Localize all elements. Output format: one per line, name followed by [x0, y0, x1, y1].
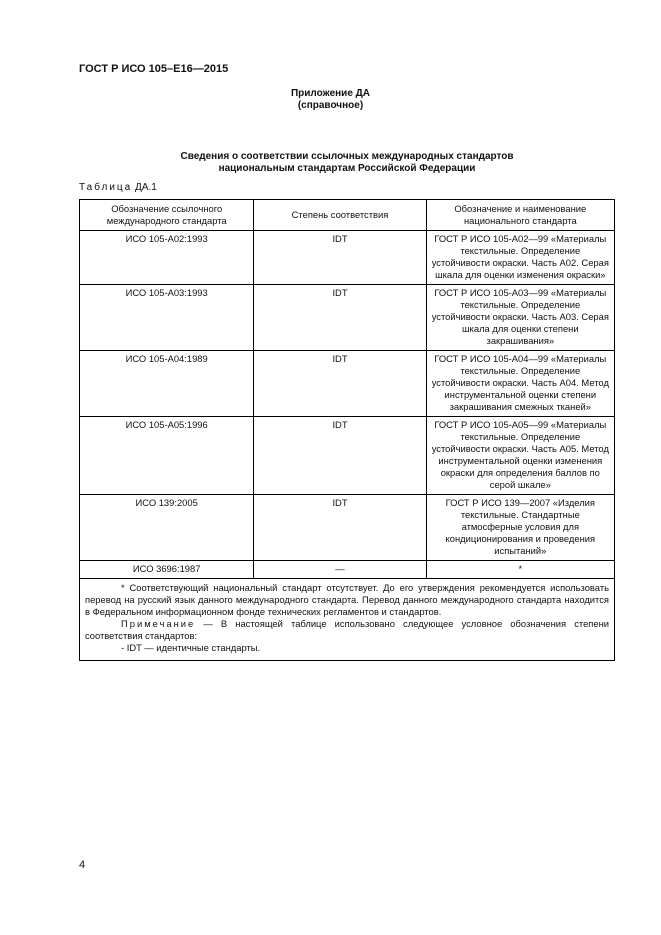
note-label: Примечание	[121, 618, 196, 629]
table-footer-row	[80, 579, 615, 661]
cell-degree: IDT	[254, 285, 426, 351]
cell-national: ГОСТ Р ИСО 105-А03—99 «Материалы текстильные. Определение устойчивости окраски. Часть А03. Серая шкала для оценки степени закрашивания»	[426, 285, 614, 351]
column-header-national: Обозначение и наименование национального стандарта	[426, 200, 614, 231]
cell-national: *	[426, 561, 614, 579]
table-row	[80, 417, 615, 495]
footnote-text: * Соответствующий национальный стандарт отсутствует. До его утверждения рекомендуется использовать перевод на русский язык данного международного стандарта. Перевод данного международного стандарта находится в Федеральном информационном фонде технических регламентов и стандартов.	[85, 582, 609, 617]
column-header-intl: Обозначение ссылочного международного стандарта	[80, 200, 254, 231]
correspondence-table	[79, 199, 615, 661]
table-header-row	[80, 200, 615, 231]
note-item: - IDT — идентичные стандарты.	[121, 642, 261, 653]
cell-degree: IDT	[254, 417, 426, 495]
cell-degree: IDT	[254, 351, 426, 417]
cell-degree: —	[254, 561, 426, 579]
table-row	[80, 495, 615, 561]
table-label-prefix: Таблица	[79, 182, 133, 193]
note-text: — В настоящей таблице использовано следующее условное обозначения степени соответствия стандартов:	[85, 618, 609, 641]
column-header-degree: Степень соответствия	[254, 200, 426, 231]
cell-intl: ИСО 3696:1987	[80, 561, 254, 579]
cell-intl: ИСО 105-А05:1996	[80, 417, 254, 495]
cell-national: ГОСТ Р ИСО 139—2007 «Изделия текстильные. Стандартные атмосферные условия для кондиционирования и проведения испытаний»	[426, 495, 614, 561]
cell-national: ГОСТ Р ИСО 105-А04—99 «Материалы текстильные. Определение устойчивости окраски. Часть А04. Метод инструментальной оценки степени закрашивания смежных тканей»	[426, 351, 614, 417]
note-paragraph	[85, 618, 609, 642]
document-id-header: ГОСТ Р ИСО 105–Е16—2015	[79, 63, 229, 75]
cell-intl: ИСО 139:2005	[80, 495, 254, 561]
cell-national: ГОСТ Р ИСО 105-А02—99 «Материалы текстильные. Определение устойчивости окраски. Часть А02. Серая шкала для оценки изменения окраски»	[426, 231, 614, 285]
table-row	[80, 285, 615, 351]
appendix-title: Приложение ДА	[290, 88, 371, 99]
table-row	[80, 351, 615, 417]
table-row	[80, 561, 615, 579]
table-label	[79, 182, 157, 193]
section-title-line1: Сведения о соответствии ссылочных международных стандартов	[180, 151, 514, 162]
cell-degree: IDT	[254, 231, 426, 285]
section-title-line2: национальным стандартам Российской Федерации	[218, 163, 476, 174]
section-title	[79, 151, 615, 175]
page-number: 4	[79, 859, 86, 871]
table-label-number: ДА.1	[135, 182, 157, 193]
cell-degree: IDT	[254, 495, 426, 561]
cell-intl: ИСО 105-А04:1989	[80, 351, 254, 417]
appendix-subtitle: (справочное)	[297, 100, 364, 111]
cell-national: ГОСТ Р ИСО 105-А05—99 «Материалы текстильные. Определение устойчивости окраски. Часть А05. Метод инструментальной оценки изменения окраски для определения баллов по серой шкале»	[426, 417, 614, 495]
cell-intl: ИСО 105-А03:1993	[80, 285, 254, 351]
cell-intl: ИСО 105-А02:1993	[80, 231, 254, 285]
table-footer	[80, 579, 615, 661]
table-row	[80, 231, 615, 285]
